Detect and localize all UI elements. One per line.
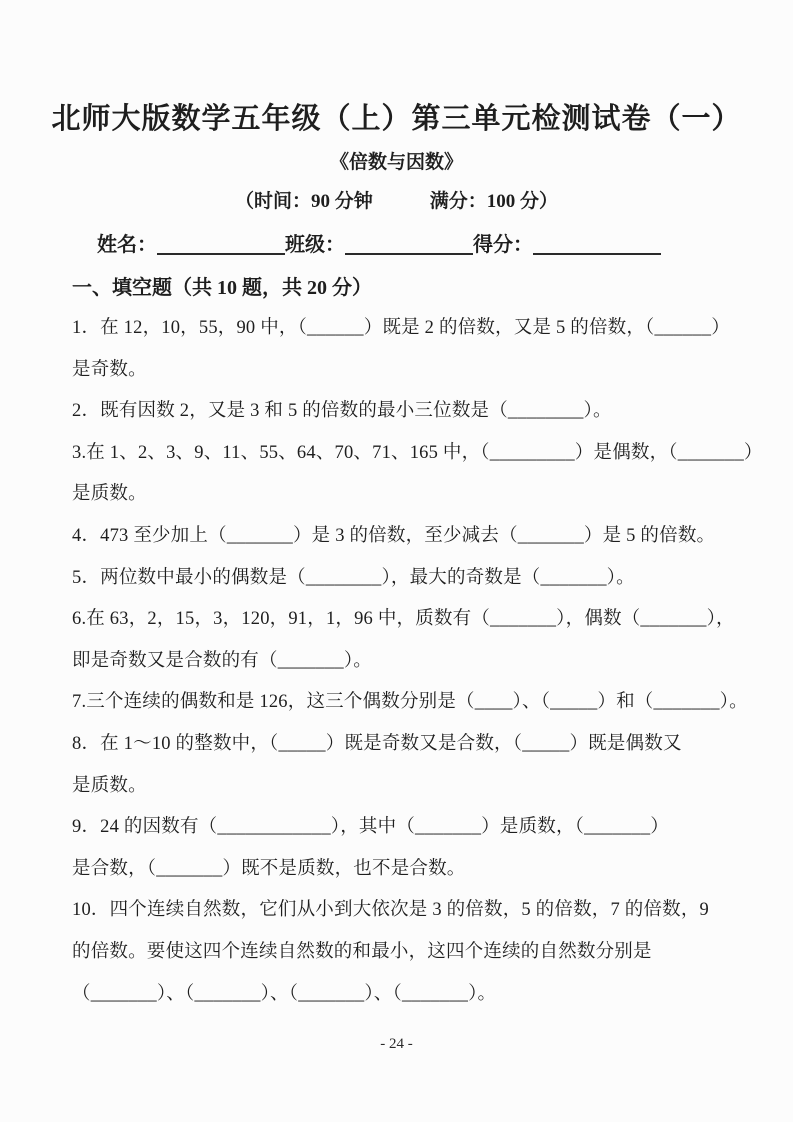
score-blank xyxy=(533,231,661,255)
class-blank xyxy=(345,231,473,255)
question-5-line-1: 5．两位数中最小的偶数是（________），最大的奇数是（_______）。 xyxy=(72,567,635,588)
student-info-row xyxy=(97,228,733,257)
question-10-line-2: 的倍数。要使这四个连续自然数的和最小，这四个连续的自然数分别是 xyxy=(72,941,652,962)
question-3-line-2: 是质数。 xyxy=(72,484,147,505)
question-6-line-1: 6.在 63，2，15，3，120，91，1，96 中，质数有（_______），偶数（_______）， xyxy=(72,609,735,630)
name-label: 姓名： xyxy=(97,234,157,256)
question-9-line-1: 9．24 的因数有（____________），其中（_______）是质数，（_______） xyxy=(72,817,669,838)
page-subtitle: 《倍数与因数》 xyxy=(329,152,463,173)
question-4-line-1: 4．473 至少加上（_______）是 3 的倍数，至少减去（_______）是 5 的倍数。 xyxy=(72,525,716,546)
name-blank xyxy=(157,231,285,255)
score-label: 得分： xyxy=(473,234,533,256)
question-9-line-2: 是合数，（_______）既不是质数，也不是合数。 xyxy=(72,858,466,879)
question-3-line-1: 3.在 1、2、3、9、11、55、64、70、71、165 中，（_________）是偶数，（_______） xyxy=(72,442,763,463)
page-title: 北师大版数学五年级（上）第三单元检测试卷（一） xyxy=(51,103,742,135)
question-7-line-1: 7.三个连续的偶数和是 126，这三个偶数分别是（____）、（_____）和（_______）。 xyxy=(72,692,748,713)
question-8-line-1: 8．在 1～10 的整数中，（_____）既是奇数又是合数，（_____）既是偶数又 xyxy=(72,733,682,754)
question-2-line-1: 2．既有因数 2，又是 3 和 5 的倍数的最小三位数是（________）。 xyxy=(72,401,612,422)
question-10-line-1: 10．四个连续自然数，它们从小到大依次是 3 的倍数，5 的倍数，7 的倍数，9 xyxy=(72,900,710,921)
page-number: - 24 - xyxy=(380,1036,413,1052)
exam-meta-line: （时间：90 分钟 满分：100 分） xyxy=(234,191,558,212)
question-6-line-2: 即是奇数又是合数的有（_______）。 xyxy=(72,650,373,671)
question-list xyxy=(72,308,763,1015)
section-heading: 一、填空题（共 10 题，共 20 分） xyxy=(72,277,372,299)
question-8-line-2: 是质数。 xyxy=(72,775,147,796)
class-label: 班级： xyxy=(285,234,345,256)
question-1-line-2: 是奇数。 xyxy=(72,359,147,380)
question-10-line-3: （_______）、（_______）、（_______）、（_______）。 xyxy=(72,983,497,1004)
question-1-line-1: 1．在 12，10，55，90 中，（______）既是 2 的倍数，又是 5 的倍数，（______） xyxy=(72,318,730,338)
